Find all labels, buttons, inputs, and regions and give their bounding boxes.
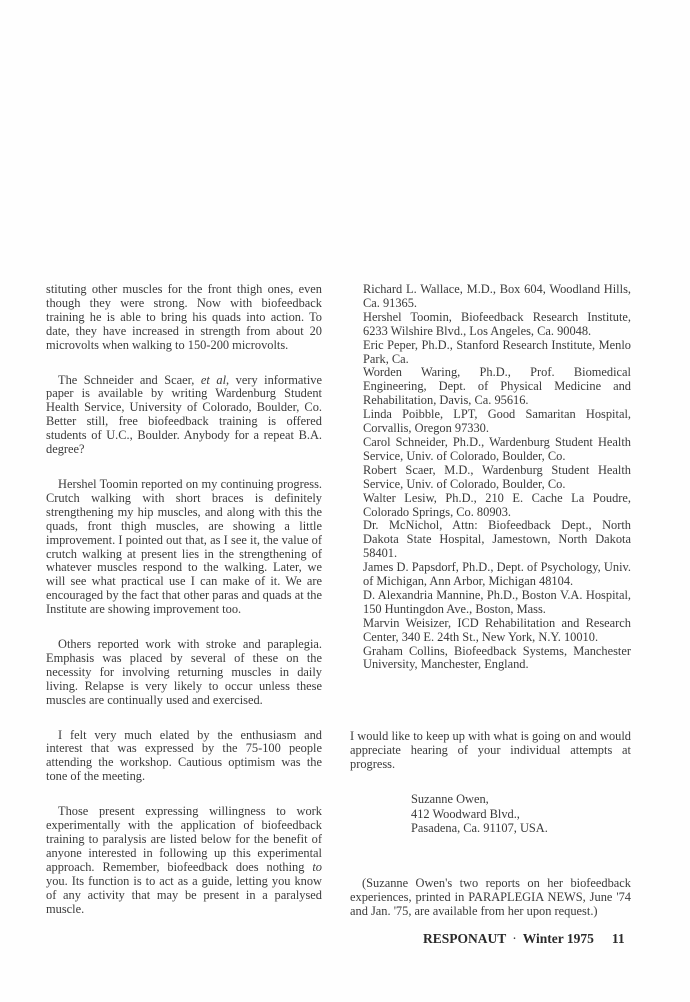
paragraph: Hershel Toomin reported on my continuing progress. Crutch walking with short braces is definitely strengthening my hip muscles, and along with this the quads, front thigh muscles, are showing a little improvement. I pointed out that, as I see it, the value of crutch walking at present lies in the strengthening of whatever muscles respond to the walking. Later, we will see what practical use I can make of it. We are encouraged by the fact that other paras and quads at the Institute are showing improvement too.: [46, 476, 322, 617]
closing-paragraph: I would like to keep up with what is going on and would appreciate hearing of your individual attempts at progress.: [350, 729, 631, 772]
signature-city: Pasadena, Ca. 91107, USA.: [411, 821, 548, 835]
emphasis: to: [312, 859, 322, 874]
contact-entry: Richard L. Wallace, M.D., Box 604, Woodland Hills, Ca. 91365.: [363, 282, 631, 310]
contact-entry: Walter Lesiw, Ph.D., 210 E. Cache La Poudre, Colorado Springs, Co. 80903.: [363, 490, 631, 519]
publication-name: RESPONAUT: [423, 931, 507, 946]
paragraph: stituting other muscles for the front thigh ones, even though they were strong. Now with biofeedback training he is able to bring his quads into action. To date, they have increased in strength from about 20 microvolts when walking to 150-200 microvolts.: [46, 282, 322, 352]
signature-block: [411, 792, 548, 836]
contact-entry: Graham Collins, Biofeedback Systems, Manchester University, Manchester, England.: [363, 643, 631, 672]
paragraph: [46, 374, 322, 457]
contact-entry: Dr. McNichol, Attn: Biofeedback Dept., North Dakota State Hospital, Jamestown, North Dakota 58401.: [363, 518, 631, 561]
contact-entry: Eric Peper, Ph.D., Stanford Research Institute, Menlo Park, Ca.: [363, 337, 631, 366]
contact-entry: James D. Papsdorf, Ph.D., Dept. of Psychology, Univ. of Michigan, Ann Arbor, Michigan 48104.: [363, 560, 631, 589]
contact-entry: Robert Scaer, M.D., Wardenburg Student Health Service, Univ. of Colorado, Boulder, Co.: [363, 462, 631, 491]
signature-name: Suzanne Owen,: [411, 792, 489, 806]
contact-entry: Carol Schneider, Ph.D., Wardenburg Student Health Service, Univ. of Colorado, Boulder, Co.: [363, 434, 631, 463]
emphasis: et al: [200, 372, 227, 387]
contact-entry: Worden Waring, Ph.D., Prof. Biomedical Engineering, Dept. of Physical Medicine and Rehabilitation, Davis, Ca. 95616.: [363, 365, 631, 408]
paragraph-text: The Schneider and Scaer,: [58, 372, 201, 387]
paragraph: Others reported work with stroke and paraplegia. Emphasis was placed by several of these on the necessity for involving returning muscles in daily living. Relapse is very likely to occur unless these muscles are continually used and exercised.: [46, 637, 322, 707]
signature-street: 412 Woodward Blvd.,: [411, 806, 520, 821]
issue-label: Winter 1975: [522, 931, 594, 946]
contact-entry: D. Alexandria Mannine, Ph.D., Boston V.A. Hospital, 150 Huntingdon Ave., Boston, Mass.: [363, 587, 631, 616]
page-number: 11: [611, 931, 625, 946]
contact-entry: Linda Poibble, LPT, Good Samaritan Hospital, Corvallis, Oregon 97330.: [363, 407, 631, 436]
paragraph-text: , very informative paper is available by writing Wardenburg Student Health Service, University of Colorado, Boulder, Co. Better still, free biofeedback training is offered students of U.C., Boulder. Anybody for a repeat B.A. degree?: [46, 372, 322, 457]
paragraph: [46, 805, 322, 916]
paragraph-text: you. Its function is to act as a guide, letting you know of any activity that may be present in a paralysed muscle.: [46, 873, 322, 916]
left-column: [46, 283, 322, 937]
contact-entry: Marvin Weisizer, ICD Rehabilitation and Research Center, 340 E. 24th St., New York, N.Y. 10010.: [363, 615, 631, 644]
contact-entry: Hershel Toomin, Biofeedback Research Institute, 6233 Wilshire Blvd., Los Angeles, Ca. 90048.: [363, 309, 631, 338]
contact-list: [363, 283, 631, 672]
paragraph: I felt very much elated by the enthusiasm and interest that was expressed by the 75-100 people attending the workshop. Cautious optimism was the tone of the meeting.: [46, 727, 322, 784]
paragraph-text: Those present expressing willingness to work experimentally with the application of biofeedback training to paralysis are listed below for the benefit of anyone interested in following up this experimental approach. Remember, biofeedback does nothing: [46, 804, 322, 874]
footer-separator: ·: [512, 931, 517, 946]
editorial-note: (Suzanne Owen's two reports on her biofeedback experiences, printed in PARAPLEGIA NEWS, June '74 and Jan. '75, are available from her upon request.): [350, 876, 631, 919]
page-footer: [423, 931, 625, 947]
